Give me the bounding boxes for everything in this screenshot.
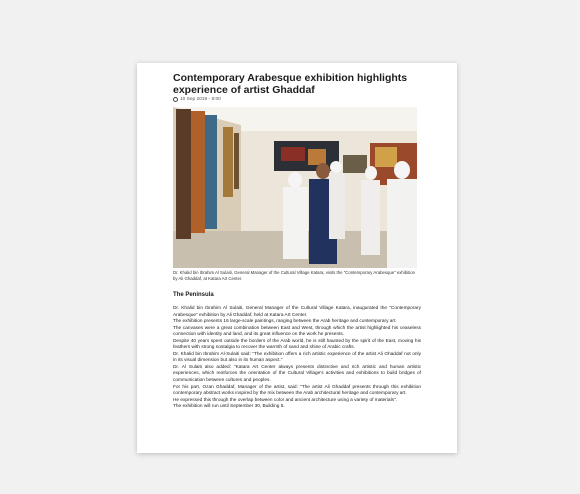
photo-caption: Dr. Khalid bin Ibrahim Al Sulaiti, General Manager of the Cultural Village Katara, visits the "Contemporary Arabesque" exhibition by Ali Ghaddaf, at Katara Art Center.: [173, 270, 416, 281]
body-paragraph: The exhibition presents 16 large-scale paintings, ranging between the Arab heritage and contemporary art.: [173, 319, 397, 325]
body-paragraph: Dr. Khalid bin Ibrahim Al-Sulaiti said: "The exhibition offers a rich artistic experience of the artist Ali Ghaddaf not only in its visual dimension but also in its human aspect.": [173, 351, 421, 364]
article-headline: Contemporary Arabesque exhibition highlights experience of artist Ghaddaf: [173, 72, 408, 96]
body-paragraph: The canvases were a great combination between East and West, through which the artist highlighted his ceaseless connection with identity and land, and its great influence on the work he presents.: [173, 325, 421, 338]
body-paragraph: For his part, Ozan Ghaddaf, Manager of the artist, said: "The artist Ali Ghaddaf presents through this exhibition contemporary abstract works inspired by the mix between the Arab architectural heritage and contemporary art.: [173, 384, 421, 397]
body-paragraph: Despite 40 years spent outside the borders of the Arab world, he is still haunted by the spirit of the East, moving his feathers with strong nostalgia to recover the warmth of sand and shine of Arabic crafts.: [173, 338, 421, 351]
body-paragraph: Dr. Al Sulaiti also added: "Katara Art Center always presents distinctive and rich artistic and human artistic experiences, which reinforces the orientation of the Cultural Village's activities and exhibitions to build bridges of communication between cultures and peoples.: [173, 364, 421, 384]
body-paragraph: He expressed this through the overlap between color and ancient architecture using a variety of materials".: [173, 397, 398, 403]
article-body: [173, 306, 421, 411]
article-photo: [173, 107, 417, 268]
newspaper-clipping: [137, 63, 457, 453]
article-date: 10 Sep 2019 - 8:00: [180, 97, 221, 102]
article-dateline: [173, 97, 221, 102]
clock-icon: [173, 97, 178, 102]
exhibition-photo: [173, 107, 417, 268]
body-paragraph: Dr. Khalid bin Ibrahim Al Sulaiti, General Manager of the Cultural Village Katara, inaugurated the "Contemporary Arabesque" exhibition by Ali Ghaddaf, held at Katara Art Center.: [173, 306, 421, 318]
body-paragraph: The exhibition will run until September 30, Building 5.: [173, 404, 285, 410]
source-heading: The Peninsula: [173, 292, 214, 298]
